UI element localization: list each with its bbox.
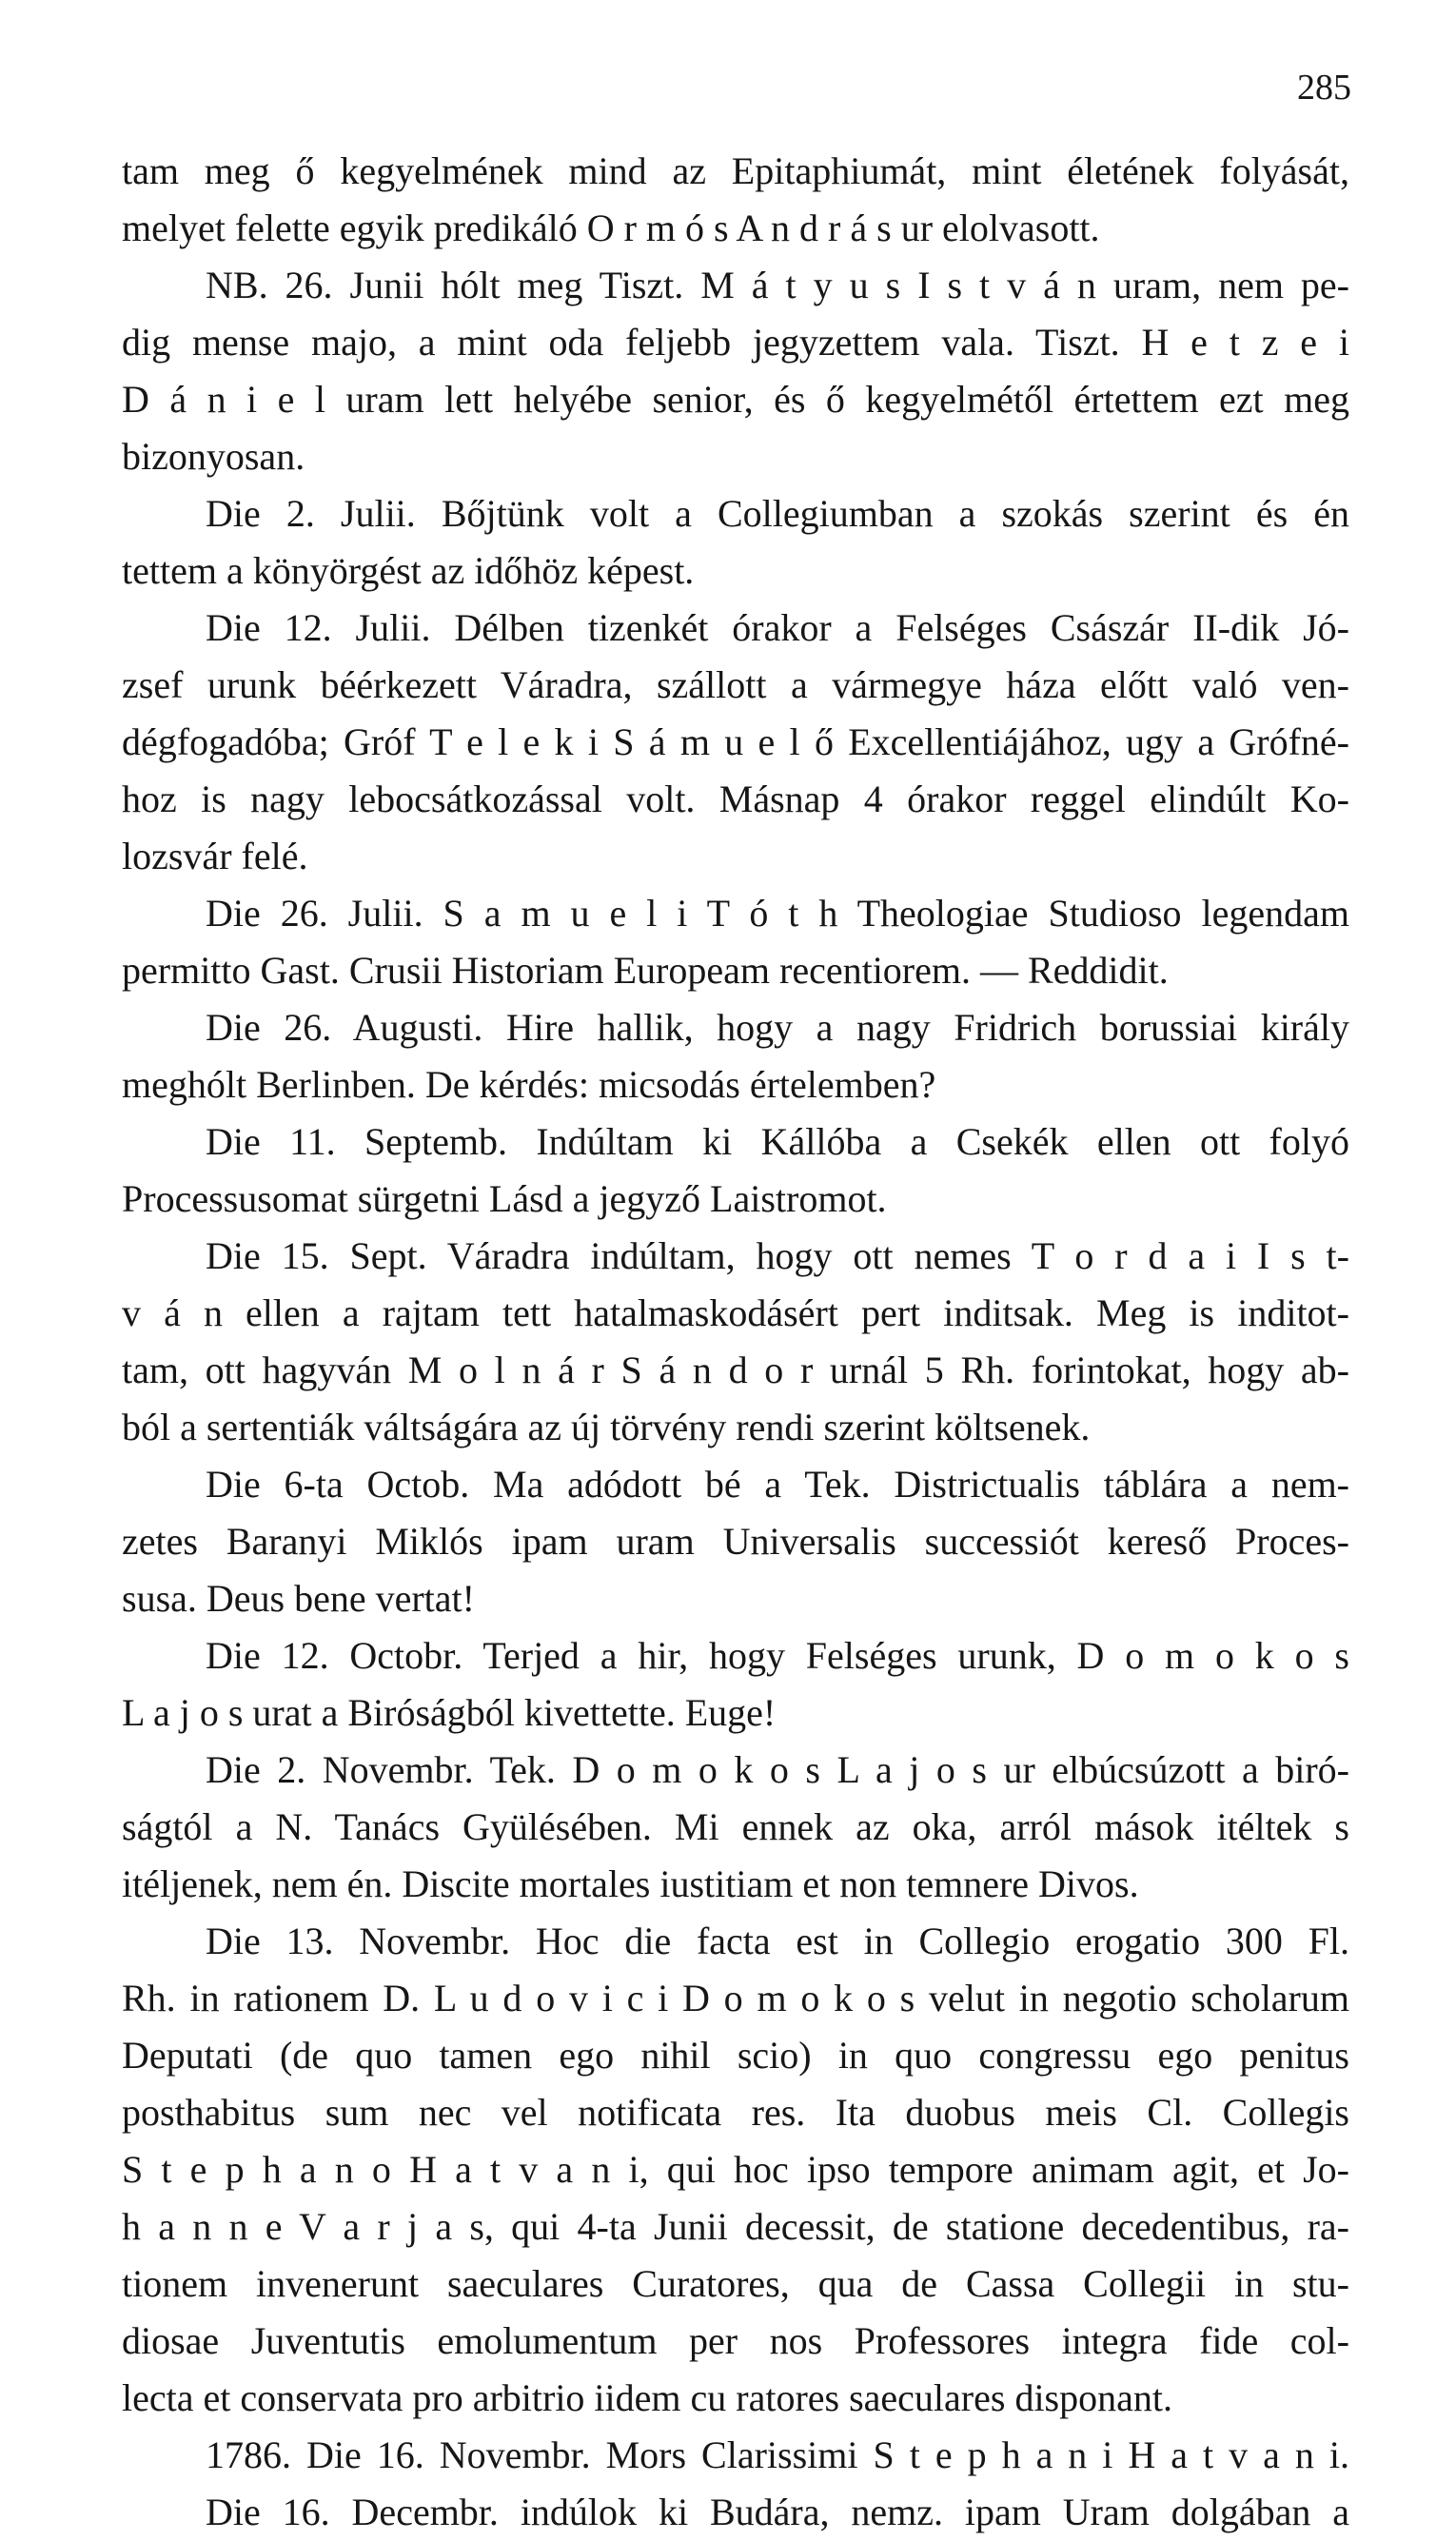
- text-line: L a j o s urat a Biróságból kivettette. Euge!: [122, 1691, 777, 1734]
- text-line: Die 16. Decembr. indúlok ki Budára, nemz. ipam Uram dolgában a: [206, 2491, 1349, 2533]
- text-line: susa. Deus bene vertat!: [122, 1577, 475, 1620]
- text-line: Die 13. Novembr. Hoc die facta est in Collegio erogatio 300 Fl.: [206, 1920, 1349, 1962]
- text-line: melyet felette egyik predikáló O r m ó s A n d r á s ur elolvasott.: [122, 207, 1100, 249]
- text-line: Die 26. Augusti. Hire hallik, hogy a nagy Fridrich borussiai király: [206, 1006, 1349, 1049]
- text-line: Die 6-ta Octob. Ma adódott bé a Tek. Districtualis táblára a nem-: [206, 1463, 1349, 1506]
- text-line: tionem invenerunt saeculares Curatores, qua de Cassa Collegii in stu-: [122, 2262, 1349, 2305]
- text-line: Die 26. Julii. S a m u e l i T ó t h Theologiae Studioso legendam: [206, 892, 1349, 935]
- text-line: Processusomat sürgetni Lásd a jegyző Laistromot.: [122, 1177, 887, 1220]
- text-line: Rh. in rationem D. L u d o v i c i D o m o k o s velut in negotio scholarum: [122, 1977, 1349, 2019]
- text-line: ságtól a N. Tanács Gyülésében. Mi ennek az oka, arról mások itéltek s: [122, 1805, 1349, 1848]
- text-line: D á n i e l uram lett helyébe senior, és ő kegyelmétől értettem ezt meg: [122, 378, 1349, 421]
- text-line: diosae Juventutis emolumentum per nos Professores integra fide col-: [122, 2319, 1349, 2362]
- text-line: itéljenek, nem én. Discite mortales iustitiam et non temnere Divos.: [122, 1862, 1139, 1905]
- text-line: 1786. Die 16. Novembr. Mors Clarissimi S t e p h a n i H a t v a n i.: [206, 2433, 1349, 2476]
- text-line: Die 2. Julii. Bőjtünk volt a Collegiumban a szokás szerint és én: [206, 492, 1349, 535]
- text-line: Deputati (de quo tamen ego nihil scio) in quo congressu ego penitus: [122, 2034, 1349, 2077]
- text-line: Die 2. Novembr. Tek. D o m o k o s L a j o s ur elbúcsúzott a biró-: [206, 1748, 1349, 1791]
- text-line: tam, ott hagyván M o l n á r S á n d o r urnál 5 Rh. forintokat, hogy ab-: [122, 1349, 1349, 1391]
- text-line: ból a sertentiák váltságára az új törvény rendi szerint költsenek.: [122, 1406, 1091, 1448]
- text-line: h a n n e V a r j a s, qui 4-ta Junii decessit, de statione decedentibus, ra-: [122, 2205, 1349, 2248]
- text-line: tettem a könyörgést az időhöz képest.: [122, 549, 695, 592]
- text-line: Die 15. Sept. Váradra indúltam, hogy ott nemes T o r d a i I s t-: [206, 1234, 1349, 1277]
- text-line: v á n ellen a rajtam tett hatalmaskodásért pert inditsak. Meg is inditot-: [122, 1291, 1349, 1334]
- text-line: Die 12. Octobr. Terjed a hir, hogy Felséges urunk, D o m o k o s: [206, 1634, 1349, 1677]
- text-line: posthabitus sum nec vel notificata res. Ita duobus meis Cl. Collegis: [122, 2091, 1349, 2134]
- body-text: [122, 143, 1349, 2541]
- text-line: zetes Baranyi Miklós ipam uram Universalis successiót kereső Proces-: [122, 1520, 1349, 1563]
- text-line: bizonyosan.: [122, 435, 305, 478]
- text-line: tam meg ő kegyelmének mind az Epitaphiumát, mint életének folyását,: [122, 149, 1349, 192]
- text-line: permitto Gast. Crusii Historiam Europeam recentiorem. — Reddidit.: [122, 949, 1169, 992]
- text-line: S t e p h a n o H a t v a n i, qui hoc ipso tempore animam agit, et Jo-: [122, 2148, 1349, 2191]
- text-line: lecta et conservata pro arbitrio iidem cu ratores saeculares disponant.: [122, 2376, 1172, 2419]
- text-line: NB. 26. Junii hólt meg Tiszt. M á t y u s I s t v á n uram, nem pe-: [206, 264, 1349, 306]
- text-line: Die 11. Septemb. Indúltam ki Kállóba a Csekék ellen ott folyó: [206, 1120, 1349, 1163]
- text-line: meghólt Berlinben. De kérdés: micsodás értelemben?: [122, 1063, 936, 1106]
- text-line: dig mense majo, a mint oda feljebb jegyzettem vala. Tiszt. H e t z e i: [122, 321, 1349, 364]
- text-line: dégfogadóba; Gróf T e l e k i S á m u e l ő Excellentiájához, ugy a Grófné-: [122, 720, 1349, 763]
- text-line: zsef urunk béérkezett Váradra, szállott a vármegye háza előtt való ven-: [122, 663, 1349, 706]
- text-line: lozsvár felé.: [122, 835, 308, 877]
- page-number: 285: [1297, 68, 1351, 108]
- text-line: Die 12. Julii. Délben tizenkét órakor a Felséges Császár II-dik Jó-: [206, 606, 1349, 649]
- text-line: hoz is nagy lebocsátkozással volt. Másnap 4 órakor reggel elindúlt Ko-: [122, 778, 1349, 820]
